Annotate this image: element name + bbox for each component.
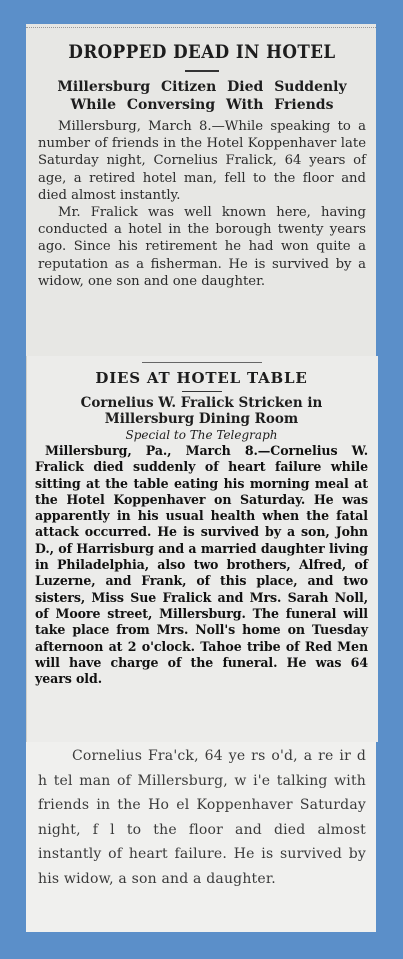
top-dotted-border [26,27,376,28]
special-to-telegraph: Special to The Telegraph [125,428,278,442]
subhead-fralick-stricken: Cornelius W. Fralick Stricken in Millersburg Dining Room [80,395,323,427]
article-paragraph: Millersburg, Pa., March 8.—Cornelius W. Fralick died suddenly of heart failure while sitting at the table eating his morning meal at the Hotel Koppenhaver on Saturday. He was apparently in his usual health when the fatal attack occurred. He is survived by a son, John D., of Harrisburg and a married daughter living in Philadelphia, also two brothers, Alfred, of Luzerne, and Frank, of this place, and two sisters, Miss Sue Fralick and Mrs. Sarah Noll, of Moore street, Millersburg. The funeral will take place from Mrs. Noll's home on Tuesday afternoon at 2 o'clock. Tahoe tribe of Red Men will have charge of the funeral. He was 64 years old. [35,443,368,687]
article-paragraph: Cornelius Fra'ck, 64 ye rs o'd, a re ir d h tel man of Millersburg, w i'e talking with friends in the Ho el Koppenhaver Saturday night, f l to the floor and died almost instantly of heart failure. He is survived by his widow, a son and a daughter. [38,748,366,887]
top-divider [142,362,262,363]
clipping-short-notice [26,742,376,932]
article-paragraph-2: Mr. Fralick was well known here, having conducted a hotel in the borough twenty years ago. Since his retirement he had won quite a reputation as a fisherman. He is survived by a widow, one son and one daughter. [38,205,366,289]
article-paragraph-1: Millersburg, March 8.—While speaking to a number of friends in the Hotel Koppenhaver late Saturday night, Cornelius Fralick, 64 years of age, a retired hotel man, fell to the floor and died almost instantly. [38,119,366,203]
headline-divider [185,70,219,72]
clipping-dropped-dead [26,24,376,356]
subhead-millersburg-citizen: Millersburg Citizen Died Suddenly While Conversing With Friends [57,79,347,113]
headline-dropped-dead: DROPPED DEAD IN HOTEL [68,41,336,63]
headline-dies-at-hotel-table: DIES AT HOTEL TABLE [95,369,308,387]
headline-divider [182,391,222,392]
clipping-dies-at-hotel-table [26,356,378,742]
